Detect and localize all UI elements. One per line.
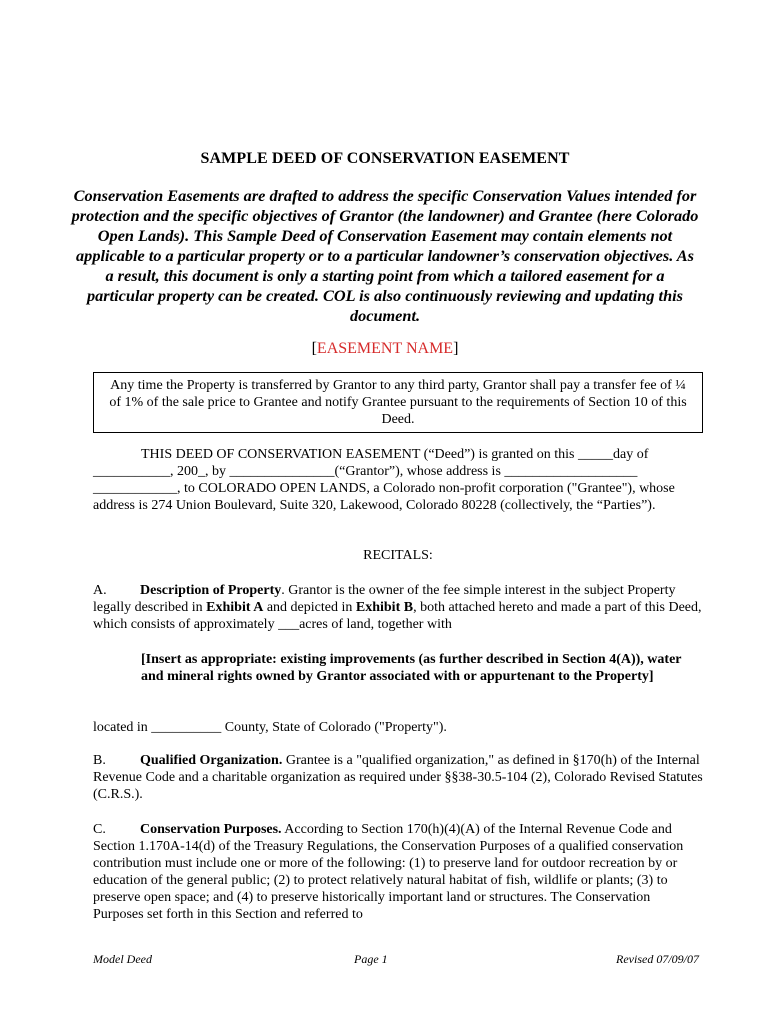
document-title: SAMPLE DEED OF CONSERVATION EASEMENT	[200, 150, 570, 167]
recital-c-text: According to Section 170(h)(4)(A) of the Internal Revenue Code and Section 1.170A-14(d) of the Treasury Regulations, the Conservation Purposes of a qualified conservation contribution must include one or more of the following: (1) to preserve land for outdoor recreation by or education of the general public; (2) to protect relatively natural habitat of fish, wildlife or plants; (3) to preserve open space; and (4) to preserve historically important land or structures. The Conservation Purposes set forth in this Section and referred to	[93, 822, 684, 922]
deed-grant-text: THIS DEED OF CONSERVATION EASEMENT (“Deed”) is granted on this _____day of ___________, 200_, by _______________(“Grantor”), whose address is ___________________ ____________, to COLORADO OPEN LANDS, a Colorado non-profit corporation ("Grantee"), whose address is 274 Union Boulevard, Suite 320, Lakewood, Colorado 80228 (collectively, the “Parties”).	[93, 447, 675, 513]
recital-c-label: C.	[93, 822, 106, 837]
recital-a-label: A.	[93, 583, 107, 598]
page-footer	[93, 952, 703, 968]
recital-c-heading: Conservation Purposes.	[140, 822, 282, 837]
easement-name-placeholder	[0, 340, 770, 358]
recital-b-heading: Qualified Organization.	[140, 753, 283, 768]
recital-a-heading: Description of Property	[140, 583, 282, 598]
close-bracket: ]	[453, 340, 459, 357]
recital-a-insert-note: [Insert as appropriate: existing improvements (as further described in Section 4(A)), water and mineral rights owned by Grantor associated with or appurtenant to the Property]	[141, 652, 682, 684]
footer-model-deed: Model Deed	[93, 952, 152, 966]
transfer-fee-notice-box: Any time the Property is transferred by Grantor to any third party, Grantor shall pay a transfer fee of ¼ of 1% of the sale price to Grantee and notify Grantee pursuant to the requirements of Section 10 of this Deed.	[93, 372, 703, 433]
exhibit-a-ref: Exhibit A	[206, 600, 264, 615]
recital-a	[93, 582, 703, 633]
recital-b-label: B.	[93, 753, 106, 768]
recital-b-text: Grantee is a "qualified organization," as defined in §170(h) of the Internal Revenue Code and a charitable organization as required under §§38-30.5-104 (2), Colorado Revised Statutes (C.R.S.).	[93, 753, 703, 802]
easement-name-text: EASEMENT NAME	[316, 340, 454, 357]
footer-revised-date: Revised 07/09/07	[616, 952, 699, 966]
recitals-heading: RECITALS:	[363, 548, 433, 563]
recital-a-text-2: and depicted in	[263, 600, 356, 615]
footer-page-number: Page 1	[354, 952, 388, 966]
deed-grant-paragraph	[93, 446, 703, 514]
open-bracket: [	[311, 340, 317, 357]
exhibit-b-ref: Exhibit B	[355, 600, 414, 615]
recital-a-text-3: , both attached hereto and made a part of this Deed, which consists of approximately ___acres of land, together with	[93, 600, 702, 632]
recital-a-text-1: . Grantor is the owner of the fee simple interest in the subject Property legally described in	[93, 583, 676, 615]
recital-a-located: located in __________ County, State of Colorado ("Property").	[93, 720, 447, 735]
recital-b	[93, 752, 703, 803]
intro-note: Conservation Easements are drafted to address the specific Conservation Values intended for protection and the specific objectives of Grantor (the landowner) and Grantee (here Colorado Open Lands). This Sample Deed of Conservation Easement may contain elements not applicable to a particular property or to a particular landowner’s conservation objectives. As a result, this document is only a starting point from which a tailored easement for a particular property can be created. COL is also continuously reviewing and updating this document.	[71, 186, 699, 325]
recital-c	[93, 821, 703, 923]
